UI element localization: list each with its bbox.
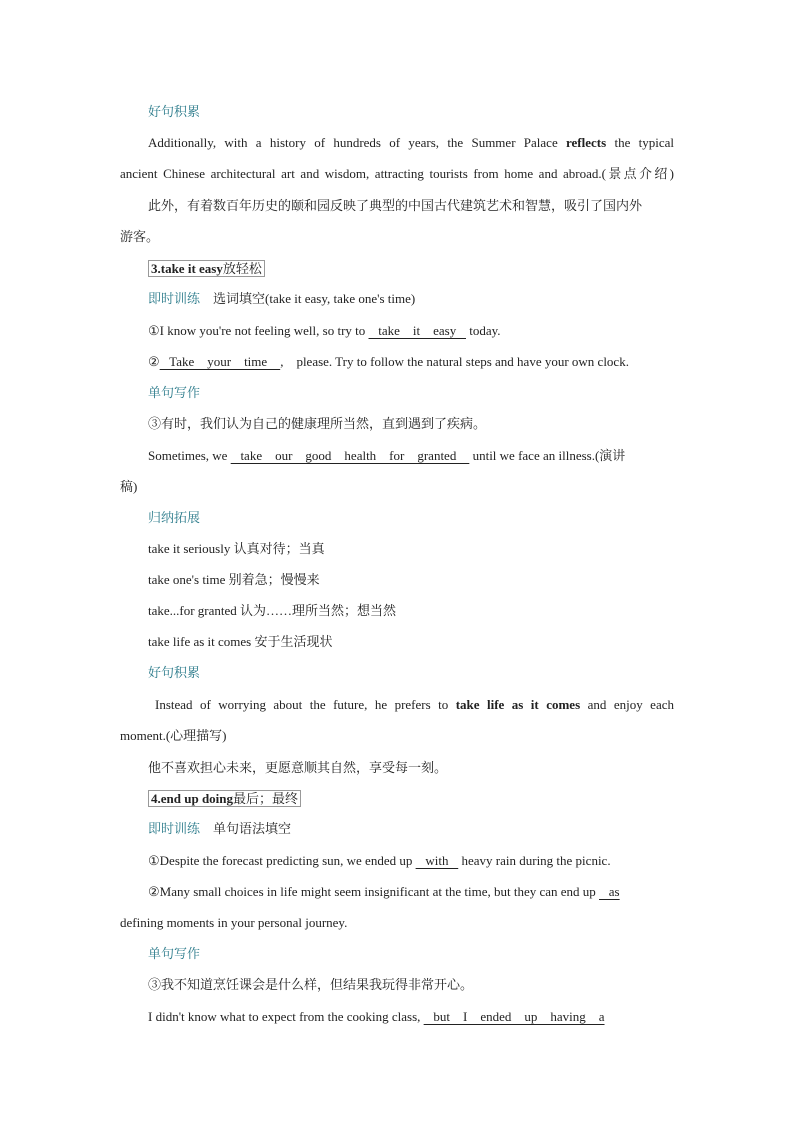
good-sentence-heading: 好句积累 [148, 665, 201, 680]
expand-item: take it seriously 认真对待；当真 [148, 541, 325, 556]
section4-q2-line2: defining moments in your personal journey. [120, 915, 348, 930]
section4-title: 4.end up doing最后；最终 [148, 789, 301, 809]
section3-q2: ② Take your time , please. Try to follow the natural steps and have your own clock. [148, 354, 629, 369]
section4-q1: ①Despite the forecast predicting sun, we ended up with heavy rain during the picnic. [148, 853, 611, 868]
section3-q3-tail: 稿) [120, 479, 138, 494]
section3-title: 3.take it easy放轻松 [148, 259, 265, 279]
single-writing-label: 单句写作 [148, 946, 201, 961]
answer-blank: with [415, 853, 459, 868]
good-sentence-en-line2: moment.(心理描写) [120, 728, 227, 743]
answer-blank: but I ended up having a [423, 1009, 605, 1024]
section4-practice [148, 819, 291, 839]
answer-blank: as [599, 884, 620, 899]
example-en-line1: Additionally, with a history of hundreds of years, the Summer Palace reflects the typical [148, 135, 674, 150]
section3-q3-cn: ③有时，我们认为自己的健康理所当然，直到遇到了疾病。 [148, 416, 487, 431]
expand-item: take life as it comes 安于生活现状 [148, 634, 333, 649]
expand-item: take...for granted 认为……理所当然；想当然 [148, 603, 397, 618]
answer-blank: take our good health for granted [230, 448, 470, 463]
practice-label: 即时训练 [148, 291, 201, 306]
good-sentence-cn: 他不喜欢担心未来，更愿意顺其自然，享受每一刻。 [148, 760, 448, 775]
expand-label: 归纳拓展 [148, 510, 201, 525]
keyword-reflects: reflects [566, 135, 607, 150]
keyword-phrase: take life as it comes [455, 697, 581, 712]
section4-q3-cn: ③我不知道烹饪课会是什么样，但结果我玩得非常开心。 [148, 977, 474, 992]
practice-label: 即时训练 [148, 821, 201, 836]
section3-q3-en: Sometimes, we take our good health for granted until we face an illness.(演讲 [148, 448, 626, 463]
expand-item: take one's time 别着急；慢慢来 [148, 572, 320, 587]
good-sentence-en-line1: Instead of worrying about the future, he prefers to take life as it comes and enjoy each [155, 697, 674, 712]
section3-practice [148, 289, 415, 309]
example-cn-line1: 此外，有着数百年历史的颐和园反映了典型的中国古代建筑艺术和智慧，吸引了国内外 [148, 198, 643, 213]
answer-blank: take it easy [368, 323, 466, 338]
good-sentence-heading: 好句积累 [148, 104, 201, 119]
example-en-line2: ancient Chinese architectural art and wisdom, attracting tourists from home and abroad.(景点介绍) [120, 166, 674, 181]
section4-q3-en: I didn't know what to expect from the cooking class, but I ended up having a [148, 1009, 605, 1024]
section4-q2: ②Many small choices in life might seem insignificant at the time, but they can end up as [148, 884, 620, 899]
practice-instruction: 选词填空(take it easy, take one's time) [213, 291, 416, 306]
single-writing-label: 单句写作 [148, 385, 201, 400]
practice-instruction: 单句语法填空 [213, 821, 292, 836]
answer-blank: Take your time [159, 354, 281, 369]
section3-q1: ①I know you're not feeling well, so try to take it easy today. [148, 323, 501, 338]
example-cn-line2: 游客。 [120, 229, 160, 244]
